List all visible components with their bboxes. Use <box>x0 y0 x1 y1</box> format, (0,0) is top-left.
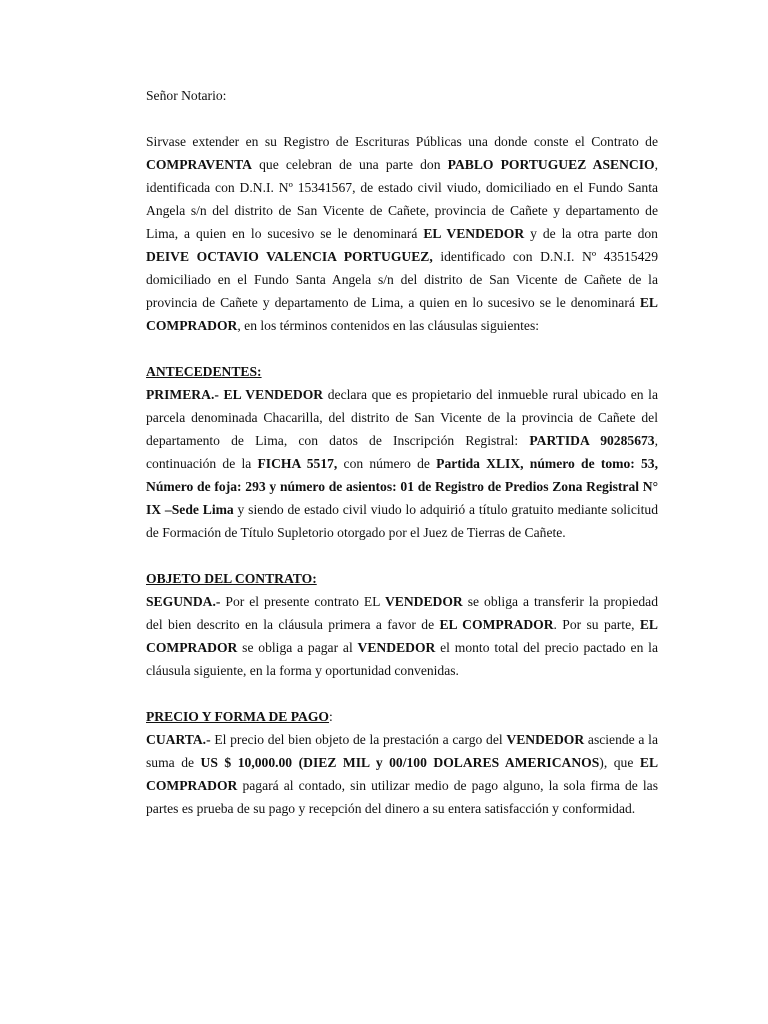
text-run: , continuación de la <box>146 433 658 471</box>
section-heading-text: ANTECEDENTES: <box>146 364 262 379</box>
section-heading-suffix: : <box>329 709 333 724</box>
bold-text: SEGUNDA.- <box>146 594 221 609</box>
clause-paragraph <box>146 728 658 820</box>
bold-text: EL COMPRADOR <box>146 755 659 793</box>
bold-text: EL COMPRADOR <box>146 295 658 333</box>
clause-paragraph <box>146 383 658 544</box>
text-run: y de la otra parte don <box>524 226 658 241</box>
section-heading <box>146 567 658 590</box>
text-run: el monto total del precio pactado en la cláusula siguiente, en la forma y oportunidad convenidas. <box>146 640 658 678</box>
section-heading <box>146 360 658 383</box>
text-run: que celebran de una parte don <box>251 157 448 172</box>
section-heading-text: PRECIO Y FORMA DE PAGO <box>146 709 330 724</box>
greeting: Señor Notario: <box>146 88 227 103</box>
text-run: . Por su parte, <box>553 617 640 632</box>
intro-paragraph <box>146 130 658 337</box>
bold-text: COMPRAVENTA <box>146 157 252 172</box>
clauses <box>146 337 658 820</box>
text-run: , identificada con D.N.I. Nº 15341567, de estado civil viudo, domiciliado en el Fundo Santa Angela s/n del distrito de San Vicente de Cañete, provincia de Cañete y departamento de Lima, a quien en lo sucesivo se le denominará <box>146 157 658 241</box>
section-heading-text: OBJETO DEL CONTRATO: <box>146 571 317 586</box>
clause-paragraph <box>146 590 658 682</box>
bold-text: VENDEDOR <box>357 640 436 655</box>
text-run: se obliga a pagar al <box>237 640 358 655</box>
text-run: y siendo de estado civil viudo lo adquirió a título gratuito mediante solicitud de Formación de Título Supletorio otorgado por el Juez de Tierras de Cañete. <box>146 502 658 540</box>
text-run: , en los términos contenidos en las cláusulas siguientes: <box>237 318 540 333</box>
bold-text: PABLO PORTUGUEZ ASENCIO <box>447 157 655 172</box>
bold-text: EL COMPRADOR <box>146 617 658 655</box>
text-run: declara que es propietario del inmueble rural ubicado en la parcela denominada Chacarilla, del distrito de San Vicente de la provincia de Cañete del departamento de Lima, con datos de Inscripción Registral: <box>146 387 658 448</box>
bold-text: FICHA 5517, <box>257 456 338 471</box>
text-run: ), que <box>599 755 640 770</box>
text-run: Sirvase extender en su Registro de Escrituras Públicas una donde conste el Contrato de <box>146 134 658 149</box>
bold-text: US $ 10,000.00 (DIEZ MIL y 00/100 DOLARES AMERICANOS <box>200 755 600 770</box>
bold-text: CUARTA.- <box>146 732 211 747</box>
bold-text: Partida XLIX, número de tomo: 53, Número de foja: 293 y número de asientos: 01 de Registro de Predios Zona Registral N° IX –Sede Lima <box>146 456 658 517</box>
bold-text: PARTIDA 90285673 <box>529 433 655 448</box>
bold-text: EL COMPRADOR <box>439 617 554 632</box>
bold-text: EL VENDEDOR <box>423 226 525 241</box>
text-run: asciende a la suma de <box>146 732 658 770</box>
bold-text: PRIMERA.- EL VENDEDOR <box>146 387 324 402</box>
text-run: se obliga a transferir la propiedad del bien descrito en la cláusula primera a favor de <box>146 594 658 632</box>
text-run: con número de <box>337 456 437 471</box>
document-body <box>146 84 658 820</box>
bold-text: VENDEDOR <box>384 594 463 609</box>
text-run: El precio del bien objeto de la prestación a cargo del <box>210 732 507 747</box>
bold-text: DEIVE OCTAVIO VALENCIA PORTUGUEZ, <box>146 249 433 264</box>
text-run: identificado con D.N.I. Nº 43515429 domiciliado en el Fundo Santa Angela s/n del distrito de San Vicente de Cañete de la provincia de Cañete y departamento de Lima, a quien en lo sucesivo se le denominará <box>146 249 658 310</box>
text-run: pagará al contado, sin utilizar medio de pago alguno, la sola firma de las partes es prueba de su pago y recepción del dinero a su entera satisfacción y conformidad. <box>146 778 658 816</box>
section-heading <box>146 705 658 728</box>
bold-text: VENDEDOR <box>506 732 585 747</box>
text-run: Por el presente contrato EL <box>220 594 385 609</box>
